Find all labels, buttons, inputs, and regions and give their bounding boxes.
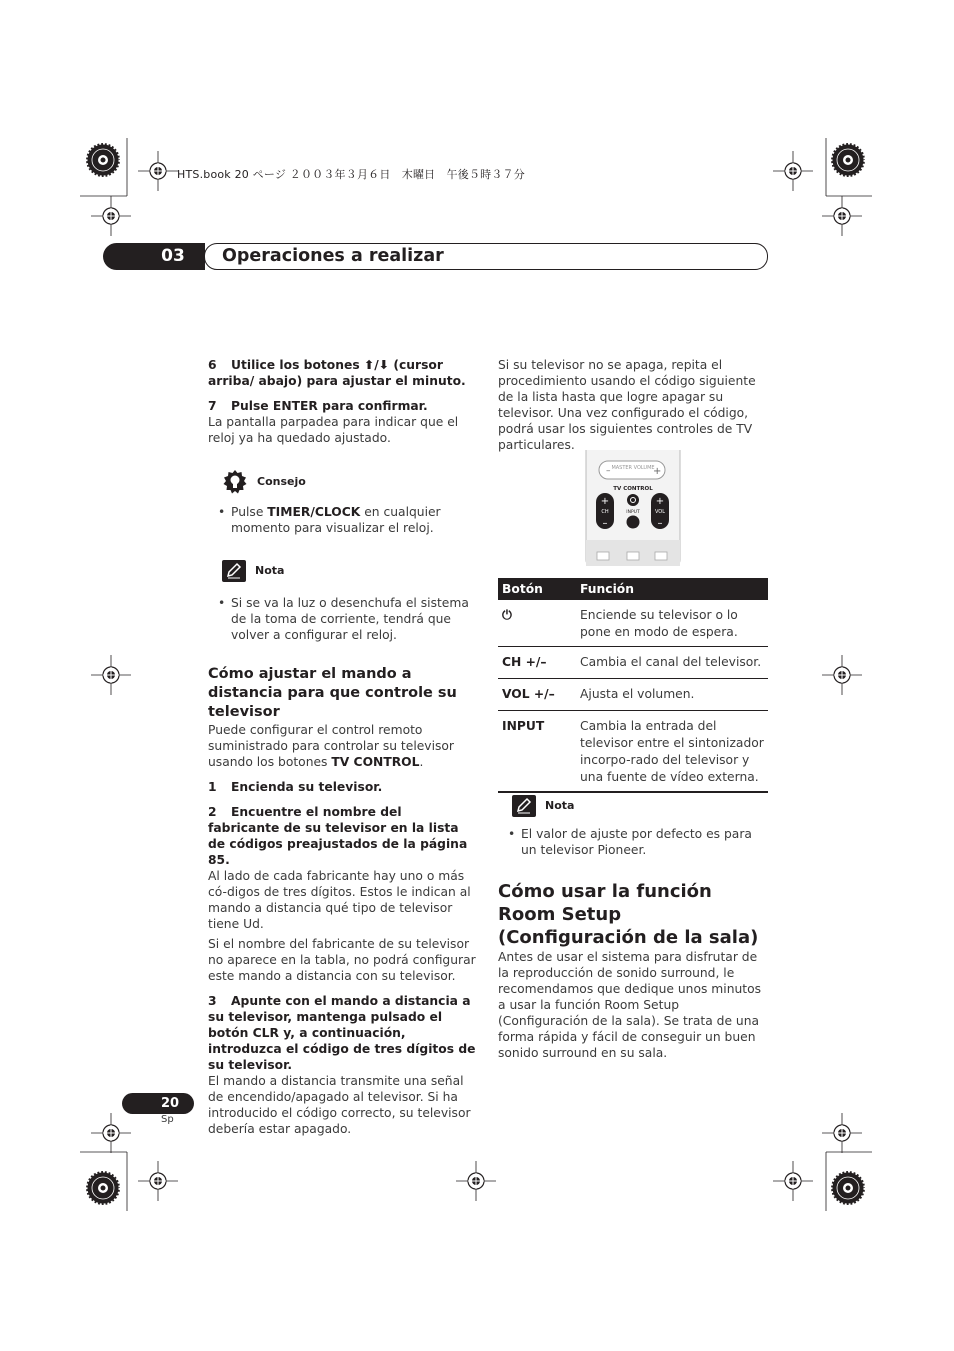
remote-master-volume-label: MASTER VOLUME <box>611 465 655 471</box>
note-header <box>512 791 768 821</box>
step-1: 1 Encienda su televisor. <box>208 780 383 794</box>
lightbulb-icon <box>222 469 248 495</box>
step-2: 2 Encuentre el nombre del fabricante de su televisor en la lista de códigos preajustados de la página 85. <box>208 805 468 867</box>
pencil-note-icon <box>222 560 246 582</box>
right-lower <box>498 791 768 1061</box>
tip-label: Consejo <box>257 475 306 488</box>
svg-text:+: + <box>653 466 662 477</box>
power-icon: ⏻ <box>498 600 576 647</box>
table-header-button: Botón <box>498 578 576 600</box>
note-bullet: • El valor de ajuste por defecto es para un televisor Pioneer. <box>508 827 752 857</box>
print-header: HTS.book 20 ページ ２００３年３月６日 木曜日 午後５時３７分 <box>177 168 525 181</box>
section-heading-remote: Cómo ajustar el mando a distancia para que controle su televisor <box>208 666 457 720</box>
registration-star-bl <box>86 1171 120 1205</box>
step-7: 7 Pulse ENTER para confirmar. <box>208 399 428 413</box>
table-row: INPUT Cambia la entrada del televisor entre el sintonizador incorpo-rado del televisor y una fuente de vídeo externa. <box>498 711 768 793</box>
table-row: ⏻ Enciende su televisor o lo pone en modo de espera. <box>498 600 768 647</box>
note-bullet: • Si se va la luz o desenchufa el sistema de la toma de corriente, tendrá que volver a configurar el reloj. <box>218 596 469 642</box>
right-intro: Si su televisor no se apaga, repita el procedimiento usando el código siguiente de la lista hasta que logre apagar su televisor. Una vez configurado el código, podrá usar los siguientes controles de TV particulares. <box>498 358 756 452</box>
svg-text:–: – <box>657 518 663 529</box>
page-language: Sp <box>161 1114 174 1125</box>
room-setup-body: Antes de usar el sistema para disfrutar de la reproducción de sonido surround, le recomendamos que dedique unos minutos a usar la función Room Setup (Configuración de la sala). Se trata de una forma rápida y fácil de conseguir un buen sonido surround en su sala. <box>498 950 762 1060</box>
tip-header <box>222 467 476 497</box>
svg-text:+: + <box>600 496 610 507</box>
remote-input-label: INPUT <box>626 510 640 515</box>
arrow-up-down-icon: ⬆/⬇ <box>363 358 390 372</box>
section-heading-room-setup: Cómo usar la función Room Setup (Configuración de la sala) <box>498 881 759 948</box>
registration-star-tr <box>831 143 865 177</box>
button-function-table <box>498 578 768 793</box>
table-row: VOL +/– Ajusta el volumen. <box>498 679 768 711</box>
step-7-body: La pantalla parpadea para indicar que el reloj ya ha quedado ajustado. <box>208 415 459 445</box>
note-header <box>222 556 476 586</box>
note-label: Nota <box>545 799 575 812</box>
step-3: 3 Apunte con el mando a distancia a su televisor, mantenga pulsado el botón CLR y, a continuación, introduzca el código de tres dígitos de su televisor. <box>208 994 476 1072</box>
remote-vol-label: VOL <box>654 509 666 515</box>
step-2-body-2: Si el nombre del fabricante de su televisor no aparece en la tabla, no podrá configurar este mando a distancia con su televisor. <box>208 937 476 983</box>
chapter-number: 03 <box>161 246 185 266</box>
page-number: 20 <box>160 1096 180 1111</box>
remote-intro: Puede configurar el control remoto suministrado para controlar su televisor usando los botones TV CONTROL. <box>208 723 454 769</box>
tip-bullet: • Pulse TIMER/CLOCK en cualquier momento para visualizar el reloj. <box>218 505 441 535</box>
step-3-body: El mando a distancia transmite una señal de encendido/apagado al televisor. Si ha introducido el código correcto, su televisor debería estar apagado. <box>208 1074 471 1136</box>
svg-text:–: – <box>606 466 611 476</box>
pencil-note-icon <box>512 795 536 817</box>
left-column <box>208 357 476 1137</box>
table-row: CH +/– Cambia el canal del televisor. <box>498 647 768 679</box>
registration-star-br <box>831 1171 865 1205</box>
note-label: Nota <box>255 564 285 577</box>
step-2-body-1: Al lado de cada fabricante hay uno o más có-digos de tres dígitos. Estos le indican al mando a distancia qué tipo de televisor tiene Ud. <box>208 869 471 931</box>
remote-ch-label: CH <box>601 509 609 515</box>
svg-text:–: – <box>602 518 608 529</box>
remote-tv-control-label: TV CONTROL <box>613 486 653 492</box>
step-6: 6 Utilice los botones ⬆/⬇ (cursor arriba/ abajo) para ajustar el minuto. <box>208 358 466 388</box>
svg-text:+: + <box>655 496 665 507</box>
table-header-function: Función <box>576 578 768 600</box>
remote-illustration <box>585 450 681 566</box>
chapter-title: Operaciones a realizar <box>222 246 444 266</box>
registration-star-tl <box>86 143 120 177</box>
